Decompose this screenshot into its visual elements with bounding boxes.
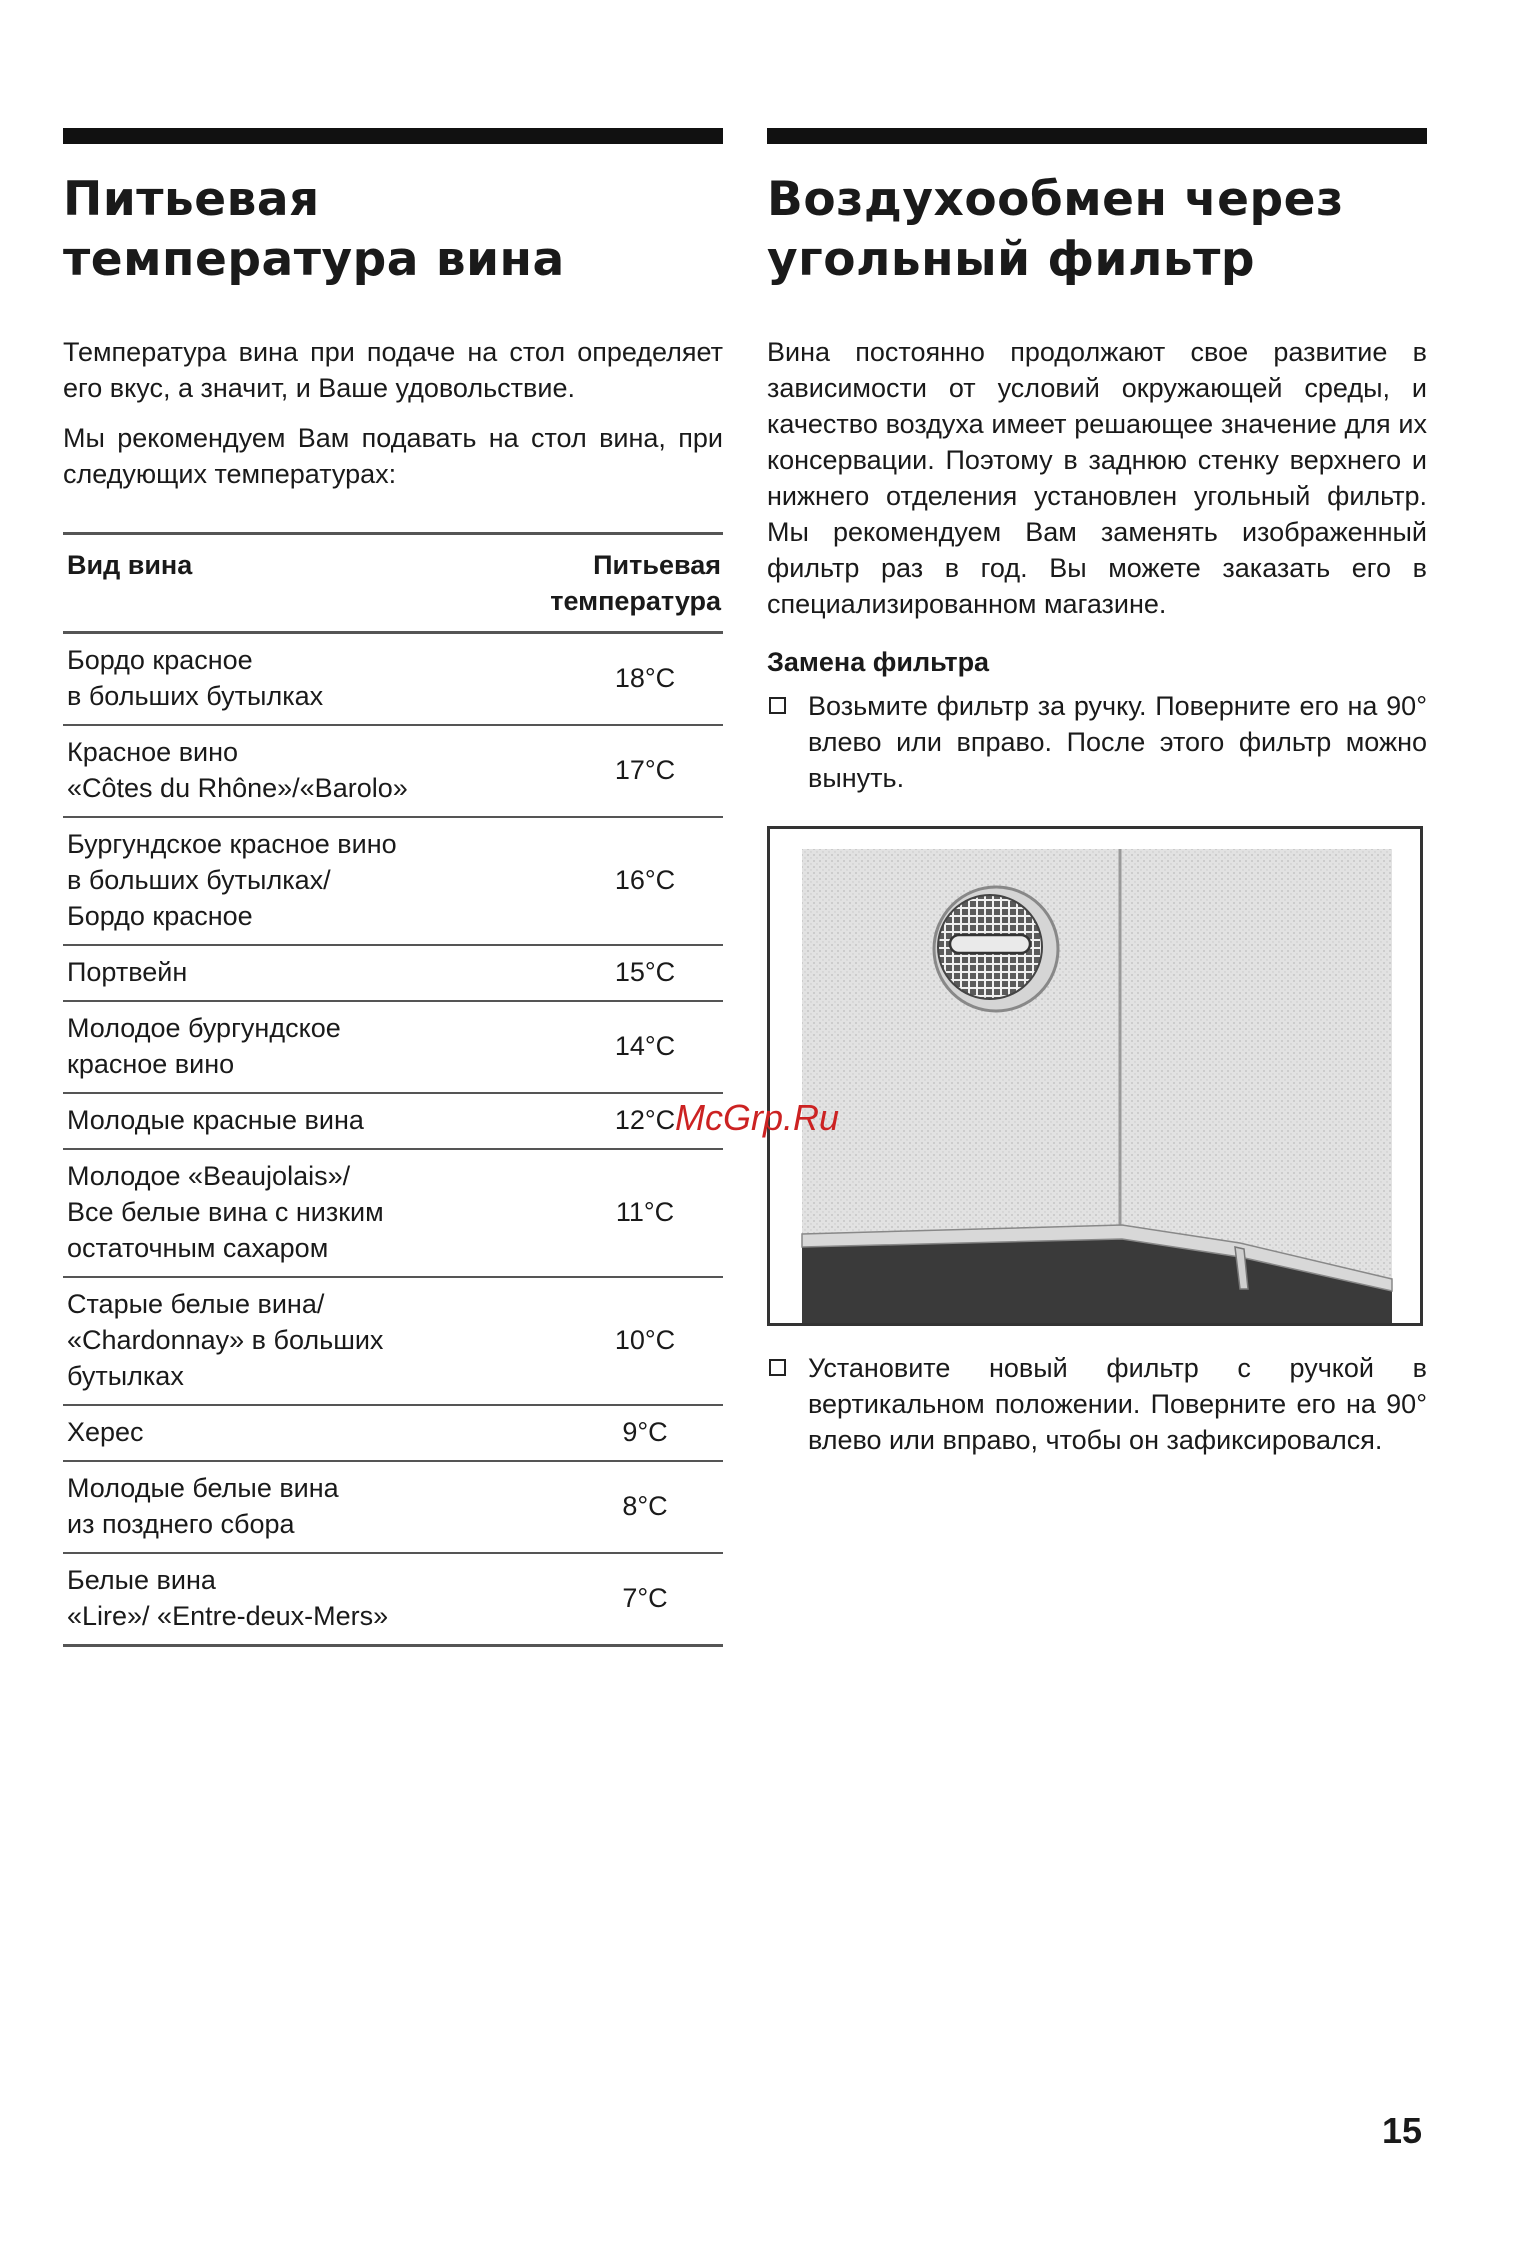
table-row bbox=[63, 1277, 723, 1405]
intro-paragraph-2: Мы рекомендуем Вам подавать на стол вина, при следующих температурах: bbox=[63, 423, 723, 489]
section-rule bbox=[63, 128, 723, 144]
instruction-step-1 bbox=[767, 688, 1427, 796]
wine-type-cell: Бургундское красное вино в больших бутылках/ Бордо красное bbox=[63, 817, 507, 945]
serving-temperature-cell: 9°C bbox=[507, 1405, 723, 1461]
table-row bbox=[63, 1461, 723, 1553]
serving-temperature-cell: 11°C bbox=[507, 1149, 723, 1277]
title-line-2: температура вина bbox=[63, 232, 565, 287]
table-row bbox=[63, 1553, 723, 1646]
wine-type-cell: Молодые красные вина bbox=[63, 1093, 507, 1149]
section-title-wine-temperature bbox=[63, 170, 723, 290]
serving-temperature-cell: 18°C bbox=[507, 633, 723, 726]
wine-temperature-table bbox=[63, 532, 723, 1647]
table-row bbox=[63, 1093, 723, 1149]
wine-type-cell: Молодое бургундское красное вино bbox=[63, 1001, 507, 1093]
serving-temperature-cell: 8°C bbox=[507, 1461, 723, 1553]
table-row bbox=[63, 633, 723, 726]
wine-type-cell: Молодое «Beaujolais»/ Все белые вина с низким остаточным сахаром bbox=[63, 1149, 507, 1277]
table-body bbox=[63, 633, 723, 1646]
title-line-2: угольный фильтр bbox=[767, 232, 1255, 287]
filter-illustration bbox=[767, 826, 1423, 1326]
wine-type-cell: Херес bbox=[63, 1405, 507, 1461]
title-line-1: Воздухообмен через bbox=[767, 172, 1344, 227]
page-number: 15 bbox=[1382, 2110, 1423, 2151]
filter-replacement-heading: Замена фильтра bbox=[767, 647, 990, 677]
filter-intro bbox=[767, 334, 1427, 622]
checkbox-bullet-icon bbox=[769, 697, 786, 714]
checkbox-bullet-icon bbox=[769, 1359, 786, 1376]
serving-temperature-cell: 12°C bbox=[507, 1093, 723, 1149]
wine-type-cell: Белые вина «Lire»/ «Entre-deux-Mers» bbox=[63, 1553, 507, 1646]
intro-text bbox=[63, 334, 723, 492]
serving-temperature-cell: 10°C bbox=[507, 1277, 723, 1405]
table-header-row bbox=[63, 534, 723, 633]
section-rule bbox=[767, 128, 1427, 144]
table-row bbox=[63, 1405, 723, 1461]
table-row bbox=[63, 1001, 723, 1093]
table-row bbox=[63, 817, 723, 945]
instruction-step-2 bbox=[767, 1350, 1427, 1458]
carbon-filter-icon bbox=[934, 887, 1058, 1011]
serving-temperature-cell: 7°C bbox=[507, 1553, 723, 1646]
table-row bbox=[63, 725, 723, 817]
right-column bbox=[767, 128, 1427, 1458]
instruction-step-2-text: Установите новый фильтр с ручкой в вертикальном положении. Поверните его на 90° влево или вправо, чтобы он зафиксировался. bbox=[808, 1353, 1427, 1455]
instruction-step-1-text: Возьмите фильтр за ручку. Поверните его на 90° влево или вправо. После этого фильтр можно вынуть. bbox=[808, 691, 1427, 793]
title-line-1: Питьевая bbox=[63, 172, 320, 227]
cabinet-side-wall bbox=[1120, 849, 1392, 1289]
serving-temperature-cell: 17°C bbox=[507, 725, 723, 817]
wine-type-cell: Портвейн bbox=[63, 945, 507, 1001]
table-row bbox=[63, 1149, 723, 1277]
wine-type-cell: Красное вино «Côtes du Rhône»/«Barolo» bbox=[63, 725, 507, 817]
serving-temperature-cell: 14°C bbox=[507, 1001, 723, 1093]
left-column bbox=[63, 128, 723, 1647]
section-title-carbon-filter bbox=[767, 170, 1427, 290]
wine-type-cell: Старые белые вина/ «Chardonnay» в больших бутылках bbox=[63, 1277, 507, 1405]
serving-temperature-cell: 15°C bbox=[507, 945, 723, 1001]
wine-type-cell: Молодые белые вина из позднего сбора bbox=[63, 1461, 507, 1553]
column-header-wine: Вид вина bbox=[63, 534, 507, 633]
filter-illustration-svg bbox=[770, 829, 1420, 1323]
filter-intro-paragraph: Вина постоянно продолжают свое развитие в зависимости от условий окружающей среды, и качество воздуха имеет решающее значение для их консервации. Поэтому в заднюю стенку верхнего и нижнего отделения установлен угольный фильтр. Мы рекомендуем Вам заменять изображенный фильтр раз в год. Вы можете заказать его в специализированном магазине. bbox=[767, 337, 1427, 619]
serving-temperature-cell: 16°C bbox=[507, 817, 723, 945]
watermark: McGrp.Ru bbox=[675, 1097, 840, 1138]
intro-paragraph-1: Температура вина при подаче на стол определяет его вкус, а значит, и Ваше удовольствие. bbox=[63, 337, 723, 403]
table-row bbox=[63, 945, 723, 1001]
wine-type-cell: Бордо красное в больших бутылках bbox=[63, 633, 507, 726]
column-header-temperature-text: Питьевая температура bbox=[550, 550, 721, 616]
column-header-temperature bbox=[507, 534, 723, 633]
